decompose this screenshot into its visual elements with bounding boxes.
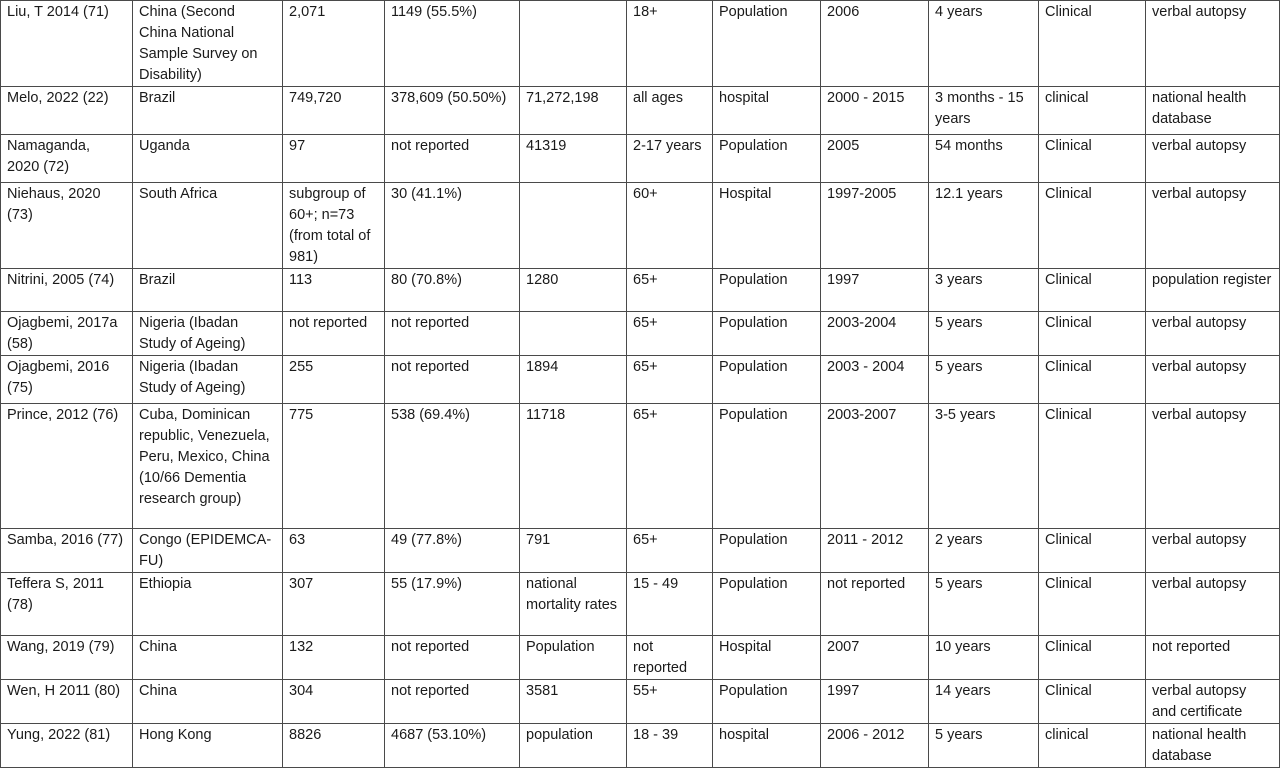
cell-follow-up: 3 years	[929, 269, 1039, 312]
cell-diagnosis: Clinical	[1039, 356, 1146, 404]
table-row	[1, 680, 1280, 724]
cell-sample-size: 113	[283, 269, 385, 312]
cell-study: Wang, 2019 (79)	[1, 636, 133, 680]
cell-sample-size: 749,720	[283, 87, 385, 135]
cell-setting: hospital	[713, 87, 821, 135]
cell-diagnosis: Clinical	[1039, 312, 1146, 356]
cell-recruitment-years: 1997	[821, 269, 929, 312]
table-body	[1, 1, 1280, 768]
cell-study: Liu, T 2014 (71)	[1, 1, 133, 87]
cell-recruitment-years: 2003 - 2004	[821, 356, 929, 404]
cell-reference-population	[520, 183, 627, 269]
cell-deaths-with-dementia: 49 (77.8%)	[385, 529, 520, 573]
cell-age-group: 60+	[627, 183, 713, 269]
cell-country: China	[133, 680, 283, 724]
cell-follow-up: 3-5 years	[929, 404, 1039, 529]
cell-sample-size: 8826	[283, 724, 385, 768]
cell-study: Namaganda, 2020 (72)	[1, 135, 133, 183]
cell-diagnosis: clinical	[1039, 724, 1146, 768]
cell-setting: Population	[713, 573, 821, 636]
cell-deaths-with-dementia: not reported	[385, 312, 520, 356]
cell-death-ascertainment: verbal autopsy	[1146, 356, 1280, 404]
cell-follow-up: 3 months - 15 years	[929, 87, 1039, 135]
cell-age-group: 65+	[627, 356, 713, 404]
cell-study: Nitrini, 2005 (74)	[1, 269, 133, 312]
table-row	[1, 724, 1280, 768]
cell-country: Brazil	[133, 269, 283, 312]
cell-age-group: all ages	[627, 87, 713, 135]
cell-death-ascertainment: verbal autopsy	[1146, 529, 1280, 573]
cell-death-ascertainment: national health database	[1146, 87, 1280, 135]
cell-reference-population: Population	[520, 636, 627, 680]
cell-sample-size: subgroup of 60+; n=73 (from total of 981)	[283, 183, 385, 269]
cell-country: China	[133, 636, 283, 680]
cell-diagnosis: Clinical	[1039, 680, 1146, 724]
cell-follow-up: 5 years	[929, 573, 1039, 636]
cell-recruitment-years: not reported	[821, 573, 929, 636]
cell-setting: Population	[713, 312, 821, 356]
cell-sample-size: 97	[283, 135, 385, 183]
cell-study: Prince, 2012 (76)	[1, 404, 133, 529]
cell-death-ascertainment: national health database	[1146, 724, 1280, 768]
cell-deaths-with-dementia: not reported	[385, 135, 520, 183]
cell-reference-population: 11718	[520, 404, 627, 529]
cell-recruitment-years: 2006	[821, 1, 929, 87]
table-row	[1, 356, 1280, 404]
cell-deaths-with-dementia: 538 (69.4%)	[385, 404, 520, 529]
table-row	[1, 529, 1280, 573]
cell-reference-population: 791	[520, 529, 627, 573]
cell-death-ascertainment: verbal autopsy	[1146, 573, 1280, 636]
cell-diagnosis: Clinical	[1039, 636, 1146, 680]
cell-follow-up: 10 years	[929, 636, 1039, 680]
cell-country: Ethiopia	[133, 573, 283, 636]
cell-setting: Population	[713, 529, 821, 573]
cell-recruitment-years: 1997	[821, 680, 929, 724]
cell-country: South Africa	[133, 183, 283, 269]
cell-recruitment-years: 2011 - 2012	[821, 529, 929, 573]
cell-deaths-with-dementia: not reported	[385, 356, 520, 404]
cell-age-group: not reported	[627, 636, 713, 680]
cell-sample-size: 307	[283, 573, 385, 636]
cell-death-ascertainment: verbal autopsy	[1146, 1, 1280, 87]
cell-deaths-with-dementia: 55 (17.9%)	[385, 573, 520, 636]
cell-study: Melo, 2022 (22)	[1, 87, 133, 135]
cell-country: Uganda	[133, 135, 283, 183]
cell-country: Hong Kong	[133, 724, 283, 768]
cell-sample-size: 255	[283, 356, 385, 404]
cell-age-group: 18+	[627, 1, 713, 87]
cell-follow-up: 54 months	[929, 135, 1039, 183]
cell-country: China (Second China National Sample Survey on Disability)	[133, 1, 283, 87]
cell-deaths-with-dementia: 1149 (55.5%)	[385, 1, 520, 87]
cell-reference-population	[520, 312, 627, 356]
cell-country: Congo (EPIDEMCA-FU)	[133, 529, 283, 573]
table-row	[1, 87, 1280, 135]
cell-death-ascertainment: verbal autopsy	[1146, 312, 1280, 356]
cell-follow-up: 5 years	[929, 724, 1039, 768]
cell-diagnosis: clinical	[1039, 87, 1146, 135]
cell-setting: Population	[713, 680, 821, 724]
cell-study: Samba, 2016 (77)	[1, 529, 133, 573]
cell-recruitment-years: 2007	[821, 636, 929, 680]
cell-death-ascertainment: verbal autopsy	[1146, 404, 1280, 529]
cell-follow-up: 5 years	[929, 312, 1039, 356]
cell-follow-up: 5 years	[929, 356, 1039, 404]
cell-study: Niehaus, 2020 (73)	[1, 183, 133, 269]
cell-reference-population	[520, 1, 627, 87]
cell-setting: Hospital	[713, 636, 821, 680]
cell-reference-population: 1280	[520, 269, 627, 312]
cell-sample-size: 63	[283, 529, 385, 573]
cell-recruitment-years: 2005	[821, 135, 929, 183]
cell-country: Cuba, Dominican republic, Venezuela, Peru, Mexico, China (10/66 Dementia research group)	[133, 404, 283, 529]
cell-diagnosis: Clinical	[1039, 135, 1146, 183]
table-row	[1, 269, 1280, 312]
cell-reference-population: national mortality rates	[520, 573, 627, 636]
table-row	[1, 135, 1280, 183]
cell-recruitment-years: 2006 - 2012	[821, 724, 929, 768]
cell-age-group: 55+	[627, 680, 713, 724]
cell-recruitment-years: 2000 - 2015	[821, 87, 929, 135]
cell-reference-population: 1894	[520, 356, 627, 404]
cell-setting: Population	[713, 269, 821, 312]
cell-diagnosis: Clinical	[1039, 269, 1146, 312]
cell-follow-up: 4 years	[929, 1, 1039, 87]
cell-age-group: 65+	[627, 529, 713, 573]
table-row	[1, 404, 1280, 529]
cell-diagnosis: Clinical	[1039, 573, 1146, 636]
cell-age-group: 15 - 49	[627, 573, 713, 636]
cell-reference-population: 3581	[520, 680, 627, 724]
cell-setting: Population	[713, 404, 821, 529]
cell-deaths-with-dementia: 378,609 (50.50%)	[385, 87, 520, 135]
cell-recruitment-years: 2003-2004	[821, 312, 929, 356]
cell-sample-size: 132	[283, 636, 385, 680]
cell-reference-population: 71,272,198	[520, 87, 627, 135]
cell-deaths-with-dementia: 4687 (53.10%)	[385, 724, 520, 768]
cell-setting: Population	[713, 135, 821, 183]
cell-deaths-with-dementia: 80 (70.8%)	[385, 269, 520, 312]
cell-deaths-with-dementia: 30 (41.1%)	[385, 183, 520, 269]
table-row	[1, 1, 1280, 87]
cell-study: Wen, H 2011 (80)	[1, 680, 133, 724]
cell-recruitment-years: 2003-2007	[821, 404, 929, 529]
cell-country: Nigeria (Ibadan Study of Ageing)	[133, 356, 283, 404]
cell-age-group: 18 - 39	[627, 724, 713, 768]
cell-study: Ojagbemi, 2017a (58)	[1, 312, 133, 356]
cell-age-group: 65+	[627, 312, 713, 356]
cell-diagnosis: Clinical	[1039, 529, 1146, 573]
cell-death-ascertainment: population register	[1146, 269, 1280, 312]
cell-death-ascertainment: verbal autopsy	[1146, 183, 1280, 269]
cell-study: Ojagbemi, 2016 (75)	[1, 356, 133, 404]
cell-study: Yung, 2022 (81)	[1, 724, 133, 768]
cell-age-group: 2-17 years	[627, 135, 713, 183]
cell-country: Brazil	[133, 87, 283, 135]
cell-deaths-with-dementia: not reported	[385, 680, 520, 724]
cell-sample-size: 304	[283, 680, 385, 724]
cell-follow-up: 2 years	[929, 529, 1039, 573]
cell-death-ascertainment: not reported	[1146, 636, 1280, 680]
cell-recruitment-years: 1997-2005	[821, 183, 929, 269]
cell-sample-size: 775	[283, 404, 385, 529]
table-row	[1, 183, 1280, 269]
table-row	[1, 312, 1280, 356]
cell-diagnosis: Clinical	[1039, 1, 1146, 87]
cell-setting: Population	[713, 356, 821, 404]
cell-study: Teffera S, 2011 (78)	[1, 573, 133, 636]
cell-death-ascertainment: verbal autopsy	[1146, 135, 1280, 183]
cell-sample-size: not reported	[283, 312, 385, 356]
cell-reference-population: 41319	[520, 135, 627, 183]
cell-follow-up: 12.1 years	[929, 183, 1039, 269]
cell-diagnosis: Clinical	[1039, 404, 1146, 529]
cell-deaths-with-dementia: not reported	[385, 636, 520, 680]
cell-country: Nigeria (Ibadan Study of Ageing)	[133, 312, 283, 356]
cell-follow-up: 14 years	[929, 680, 1039, 724]
cell-reference-population: population	[520, 724, 627, 768]
cell-sample-size: 2,071	[283, 1, 385, 87]
cell-age-group: 65+	[627, 404, 713, 529]
cell-setting: Hospital	[713, 183, 821, 269]
cell-death-ascertainment: verbal autopsy and certificate	[1146, 680, 1280, 724]
cell-age-group: 65+	[627, 269, 713, 312]
cell-setting: hospital	[713, 724, 821, 768]
table-row	[1, 636, 1280, 680]
cell-diagnosis: Clinical	[1039, 183, 1146, 269]
cell-setting: Population	[713, 1, 821, 87]
table-row	[1, 573, 1280, 636]
